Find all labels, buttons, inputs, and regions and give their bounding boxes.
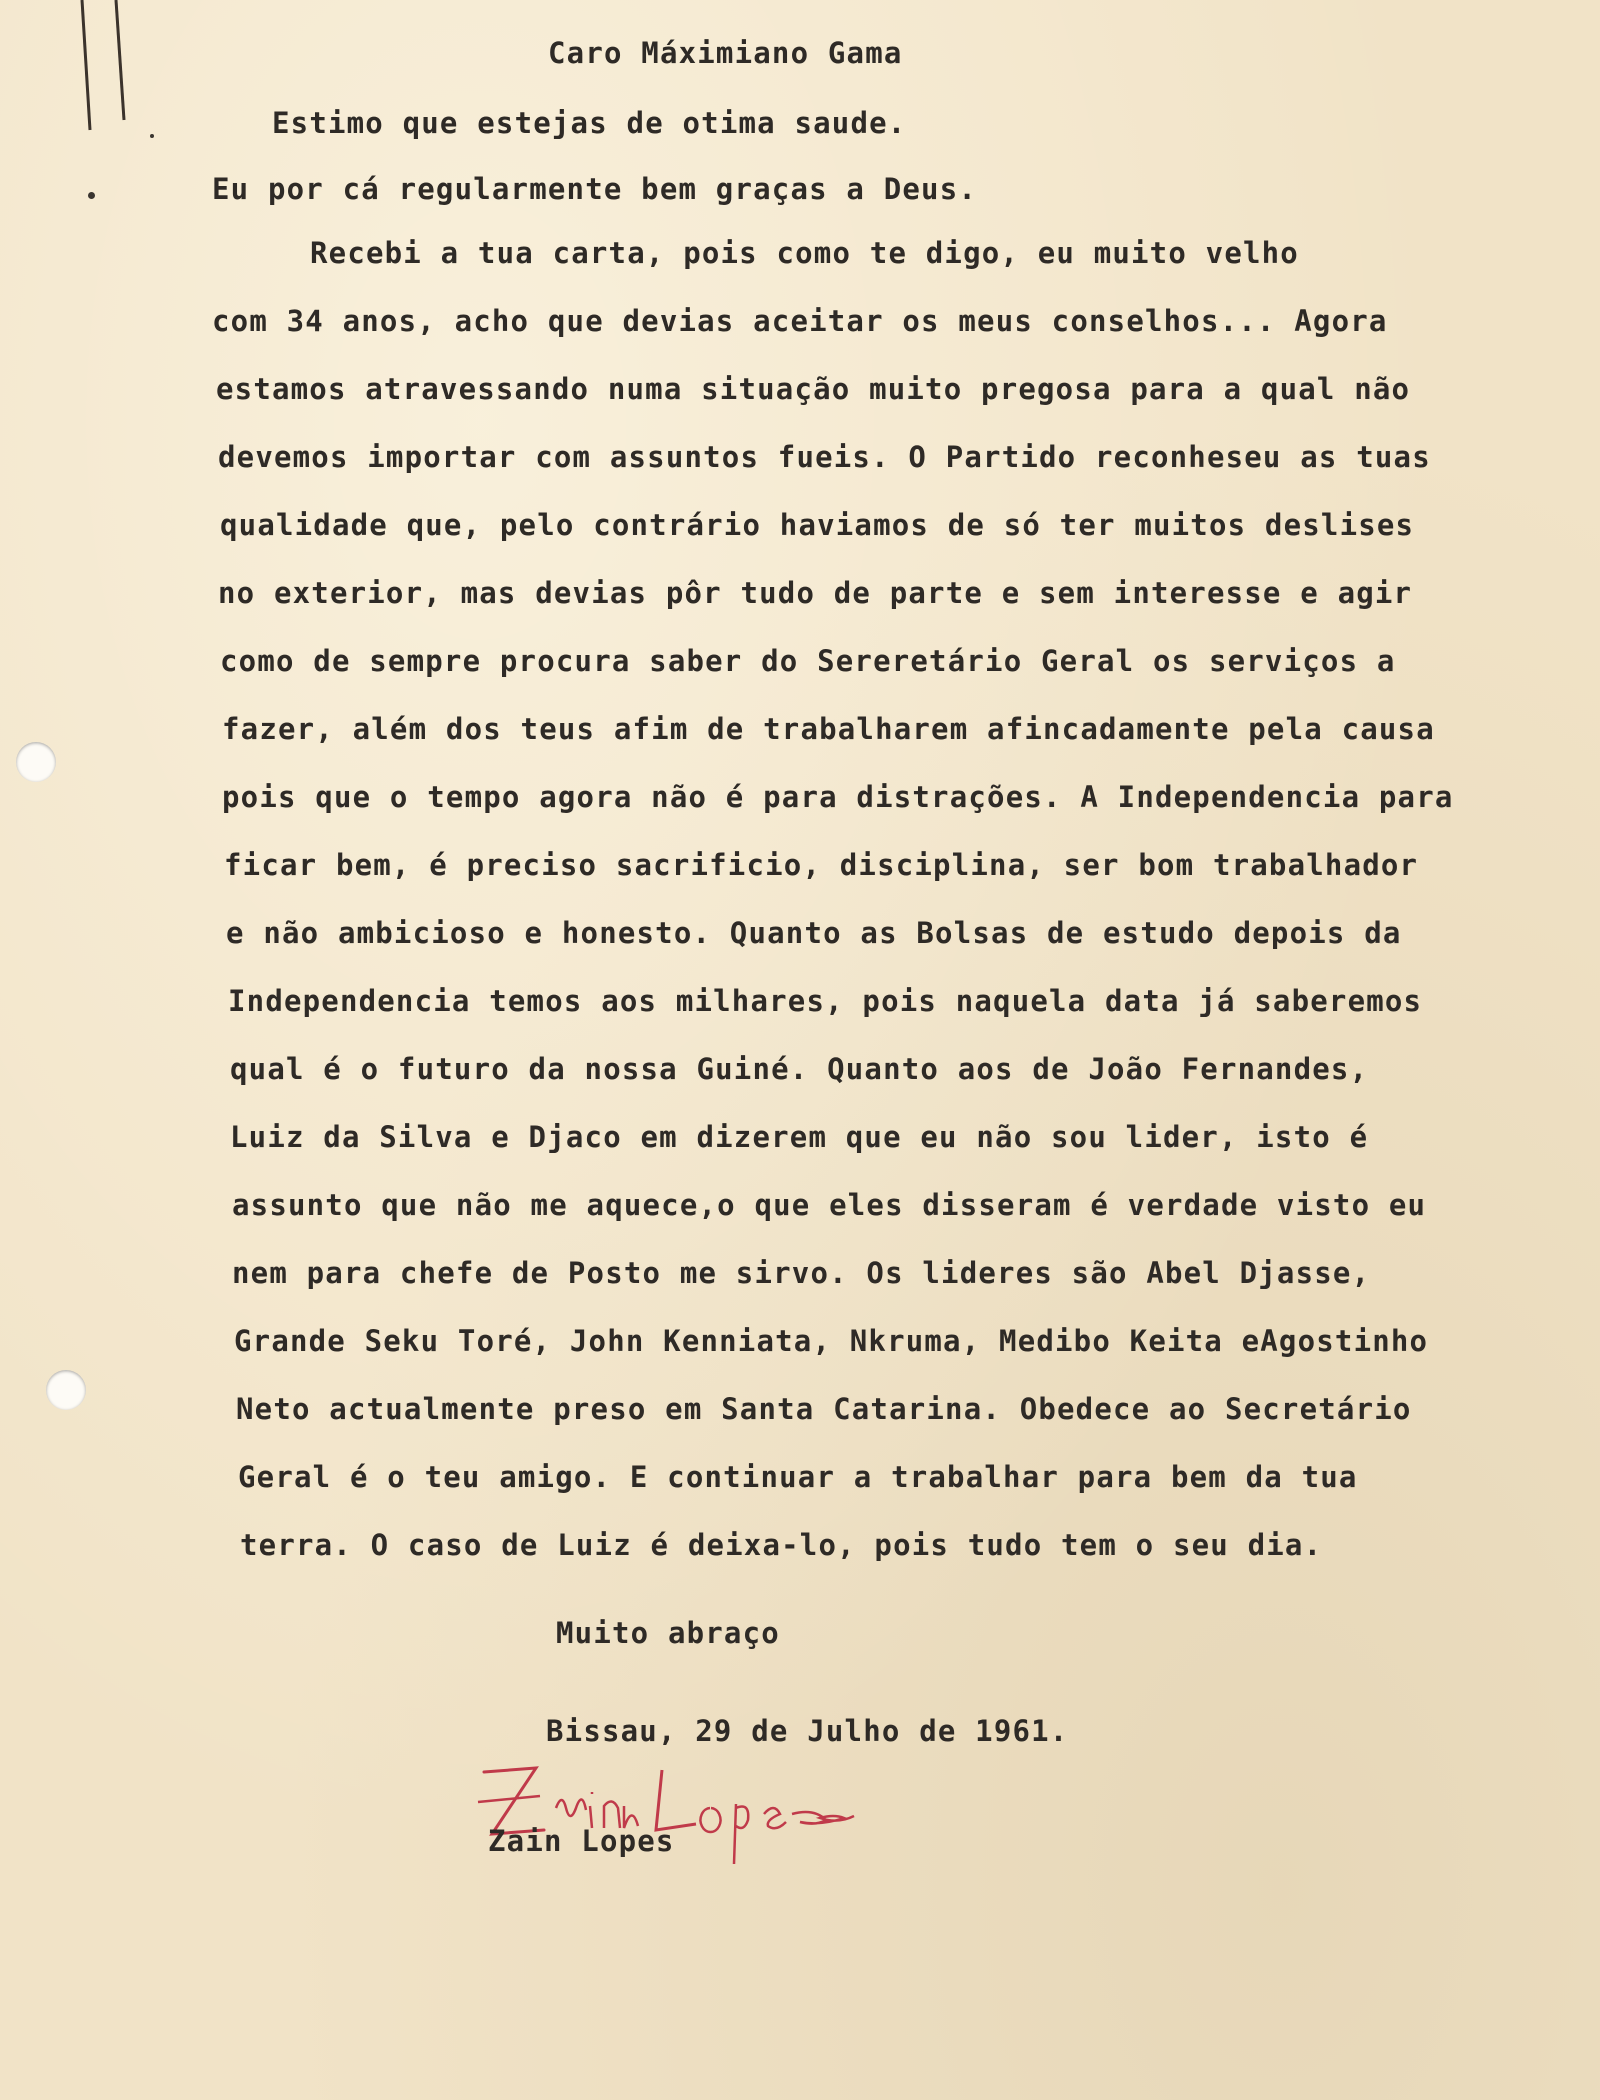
body-line: como de sempre procura saber do Sereretário Geral os serviços a bbox=[220, 644, 1396, 678]
body-line: fazer, além dos teus afim de trabalharem afincadamente pela causa bbox=[222, 712, 1435, 746]
body-line: qualidade que, pelo contrário haviamos de só ter muitos deslises bbox=[220, 508, 1415, 542]
body-line: Neto actualmente preso em Santa Catarina. Obedece ao Secretário bbox=[236, 1392, 1412, 1426]
body-line: Recebi a tua carta, pois como te digo, eu muito velho bbox=[310, 236, 1299, 270]
typed-name: Zain Lopes bbox=[488, 1824, 675, 1858]
letter-closing: Muito abraço bbox=[556, 1616, 780, 1650]
body-line: e não ambicioso e honesto. Quanto as Bolsas de estudo depois da bbox=[226, 916, 1402, 950]
stray-ink-dot bbox=[150, 134, 154, 138]
body-line: devemos importar com assuntos fueis. O Partido reconheseu as tuas bbox=[218, 440, 1431, 474]
body-line: terra. O caso de Luiz é deixa-lo, pois tudo tem o seu dia. bbox=[240, 1528, 1323, 1562]
body-line: ficar bem, é preciso sacrificio, disciplina, ser bom trabalhador bbox=[224, 848, 1419, 882]
body-line: Geral é o teu amigo. E continuar a trabalhar para bem da tua bbox=[238, 1460, 1358, 1494]
body-line: Luiz da Silva e Djaco em dizerem que eu não sou lider, isto é bbox=[230, 1120, 1369, 1154]
pencil-marks bbox=[80, 0, 140, 140]
body-line: nem para chefe de Posto me sirvo. Os lideres são Abel Djasse, bbox=[232, 1256, 1371, 1290]
punch-hole bbox=[16, 742, 56, 782]
body-line: Independencia temos aos milhares, pois naquela data já saberemos bbox=[228, 984, 1423, 1018]
body-line: Estimo que estejas de otima saude. bbox=[272, 106, 907, 140]
letter-greeting: Caro Máximiano Gama bbox=[548, 36, 903, 70]
body-line: com 34 anos, acho que devias aceitar os meus conselhos... Agora bbox=[212, 304, 1388, 338]
body-line: assunto que não me aquece,o que eles disseram é verdade visto eu bbox=[232, 1188, 1427, 1222]
body-line: pois que o tempo agora não é para distrações. A Independencia para bbox=[222, 780, 1454, 814]
body-line: Grande Seku Toré, John Kenniata, Nkruma, Medibo Keita eAgostinho bbox=[234, 1324, 1429, 1358]
stray-ink-dot bbox=[88, 192, 95, 199]
body-line: estamos atravessando numa situação muito pregosa para a qual não bbox=[216, 372, 1411, 406]
punch-hole bbox=[46, 1370, 86, 1410]
place-and-date: Bissau, 29 de Julho de 1961. bbox=[546, 1714, 1069, 1748]
body-line: qual é o futuro da nossa Guiné. Quanto aos de João Fernandes, bbox=[230, 1052, 1369, 1086]
body-line: no exterior, mas devias pôr tudo de parte e sem interesse e agir bbox=[218, 576, 1413, 610]
body-line: Eu por cá regularmente bem graças a Deus. bbox=[212, 172, 978, 206]
